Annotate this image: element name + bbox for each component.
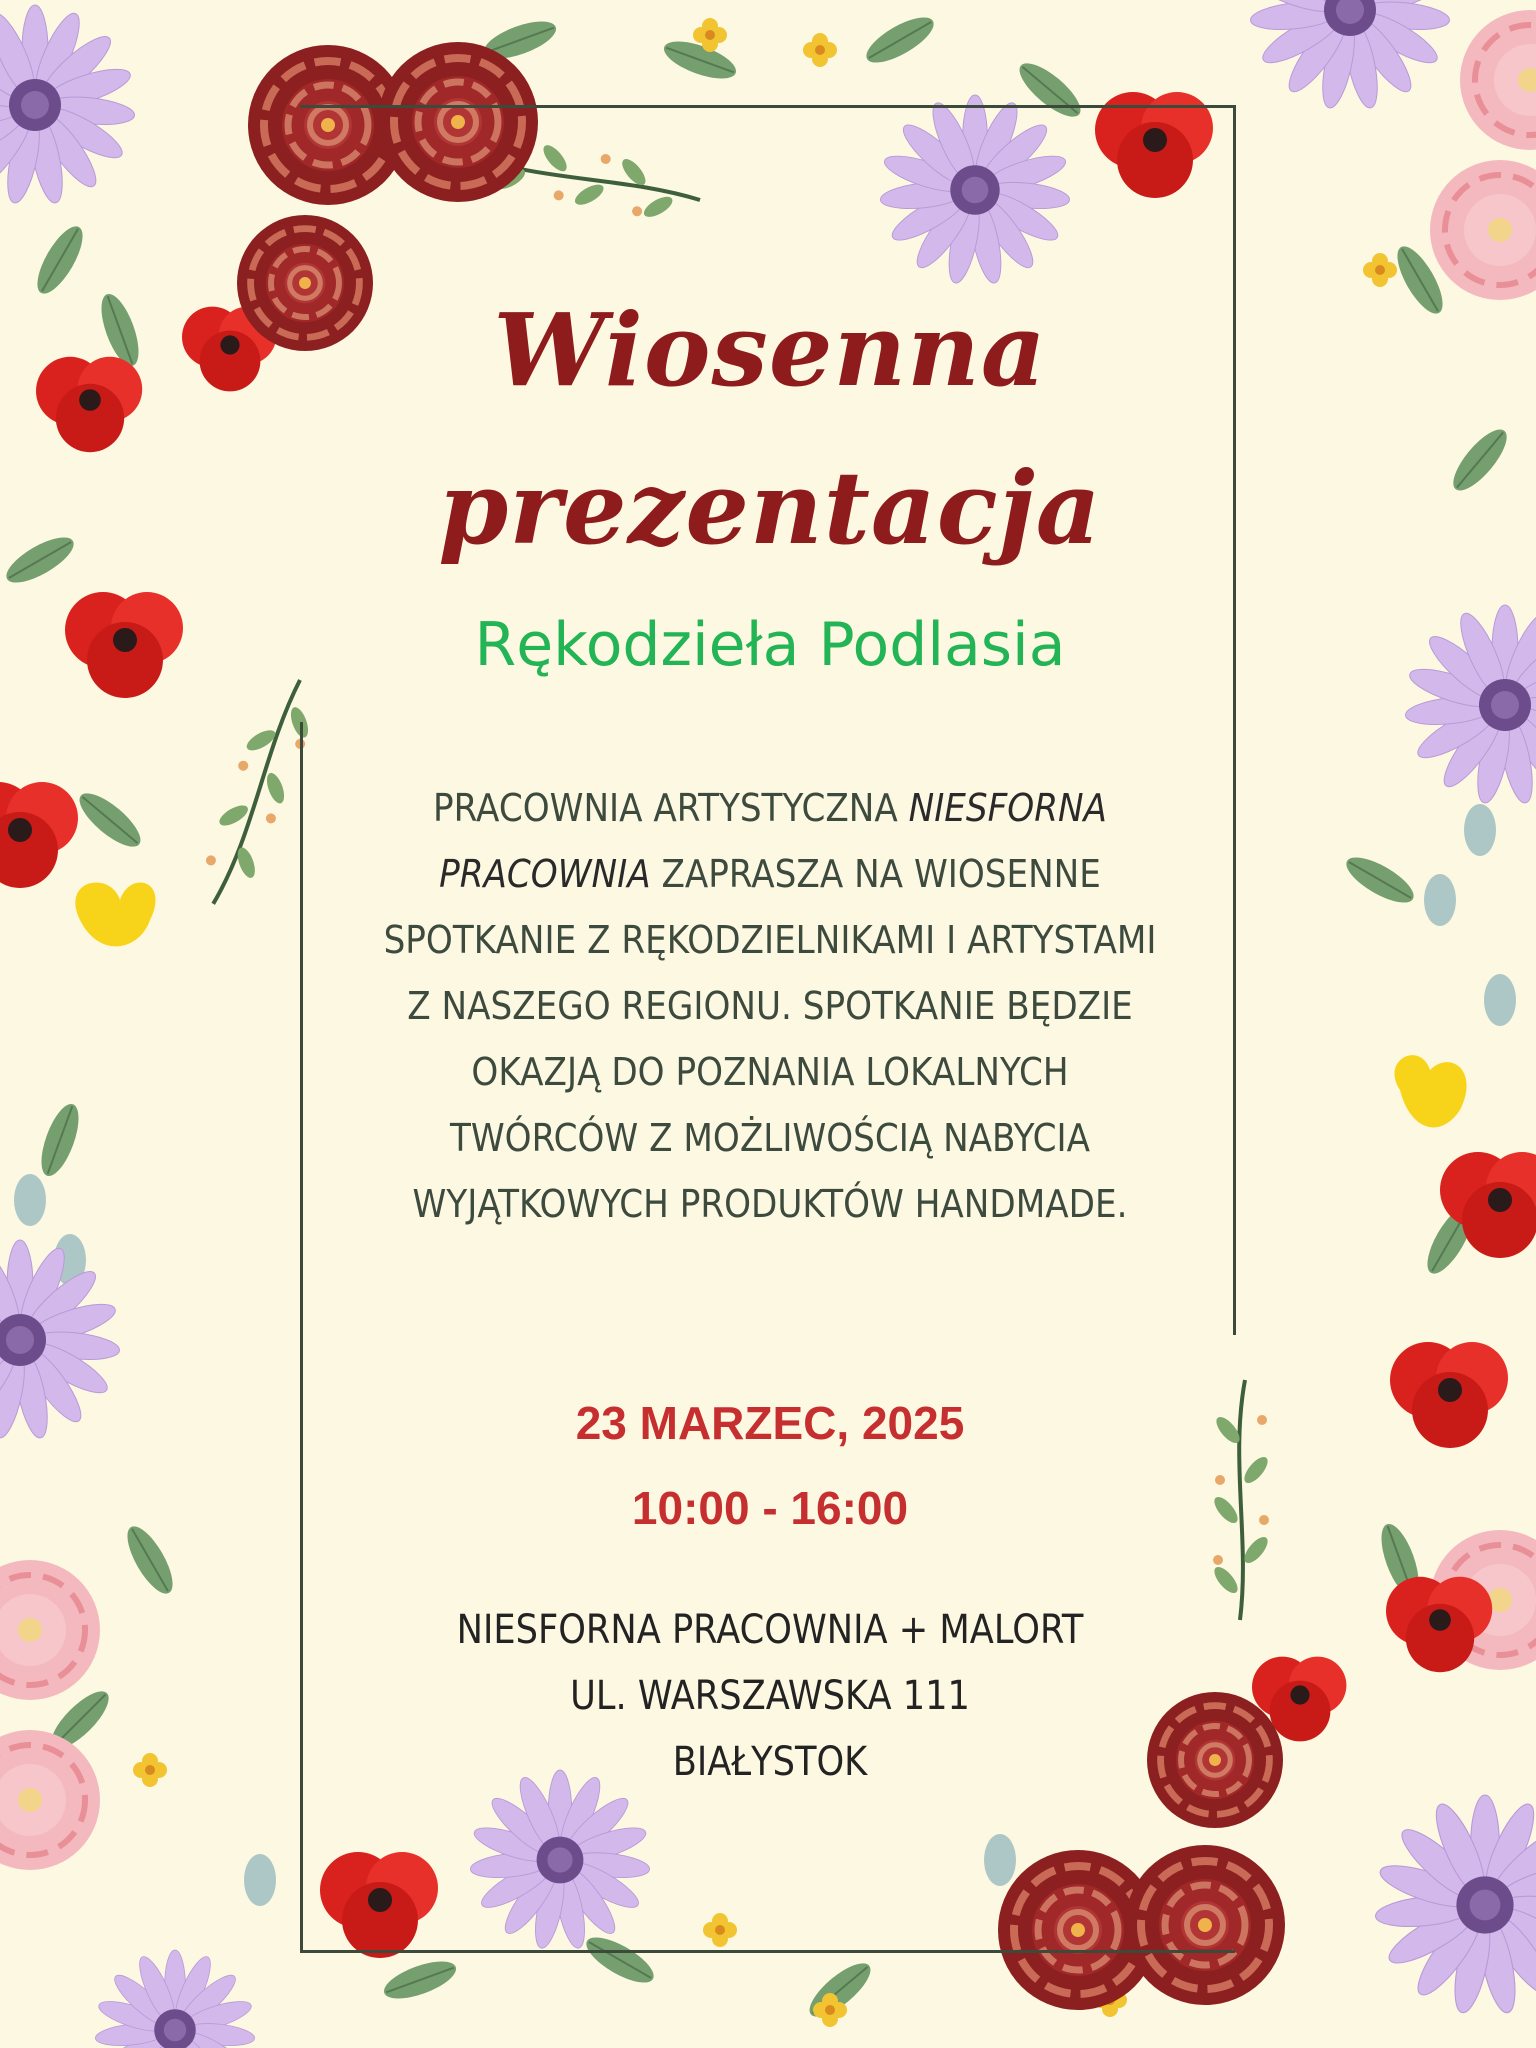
description-text-part-1: PRACOWNIA ARTYSTYCZNA [433,786,909,830]
title-line-1: Wiosenna [493,291,1047,409]
subtitle: Rękodzieła Podlasia [474,610,1066,680]
location-street: UL. WARSZAWSKA 111 [570,1673,970,1719]
frame-bottom-line [300,1950,1235,1953]
description-text-part-2: ZAPRASZA NA WIOSENNE SPOTKANIE Z RĘKODZIELNIKAMI I ARTYSTAMI Z NASZEGO REGIONU. SPOTKANIE BĘDZIE OKAZJĄ DO POZNANIA LOKALNYCH TWÓRCÓW Z MOŻLIWOŚCIĄ NABYCIA WYJĄTKOWYCH PRODUKTÓW HANDMADE. [383,852,1157,1226]
title-line-2: prezentacja [438,449,1102,567]
event-date: 23 MARZEC, 2025 [575,1397,965,1449]
location-venue: NIESFORNA PRACOWNIA + MALORT [456,1607,1084,1653]
location-city: BIAŁYSTOK [672,1739,868,1785]
frame-right-line [1233,105,1236,1335]
event-time: 10:00 - 16:00 [631,1482,909,1534]
frame-top-line [300,105,1235,108]
studio-name-italic: NIESFORNA PRACOWNIA [439,786,1107,896]
description-paragraph [383,775,1157,1237]
frame-left-line [300,722,303,1952]
